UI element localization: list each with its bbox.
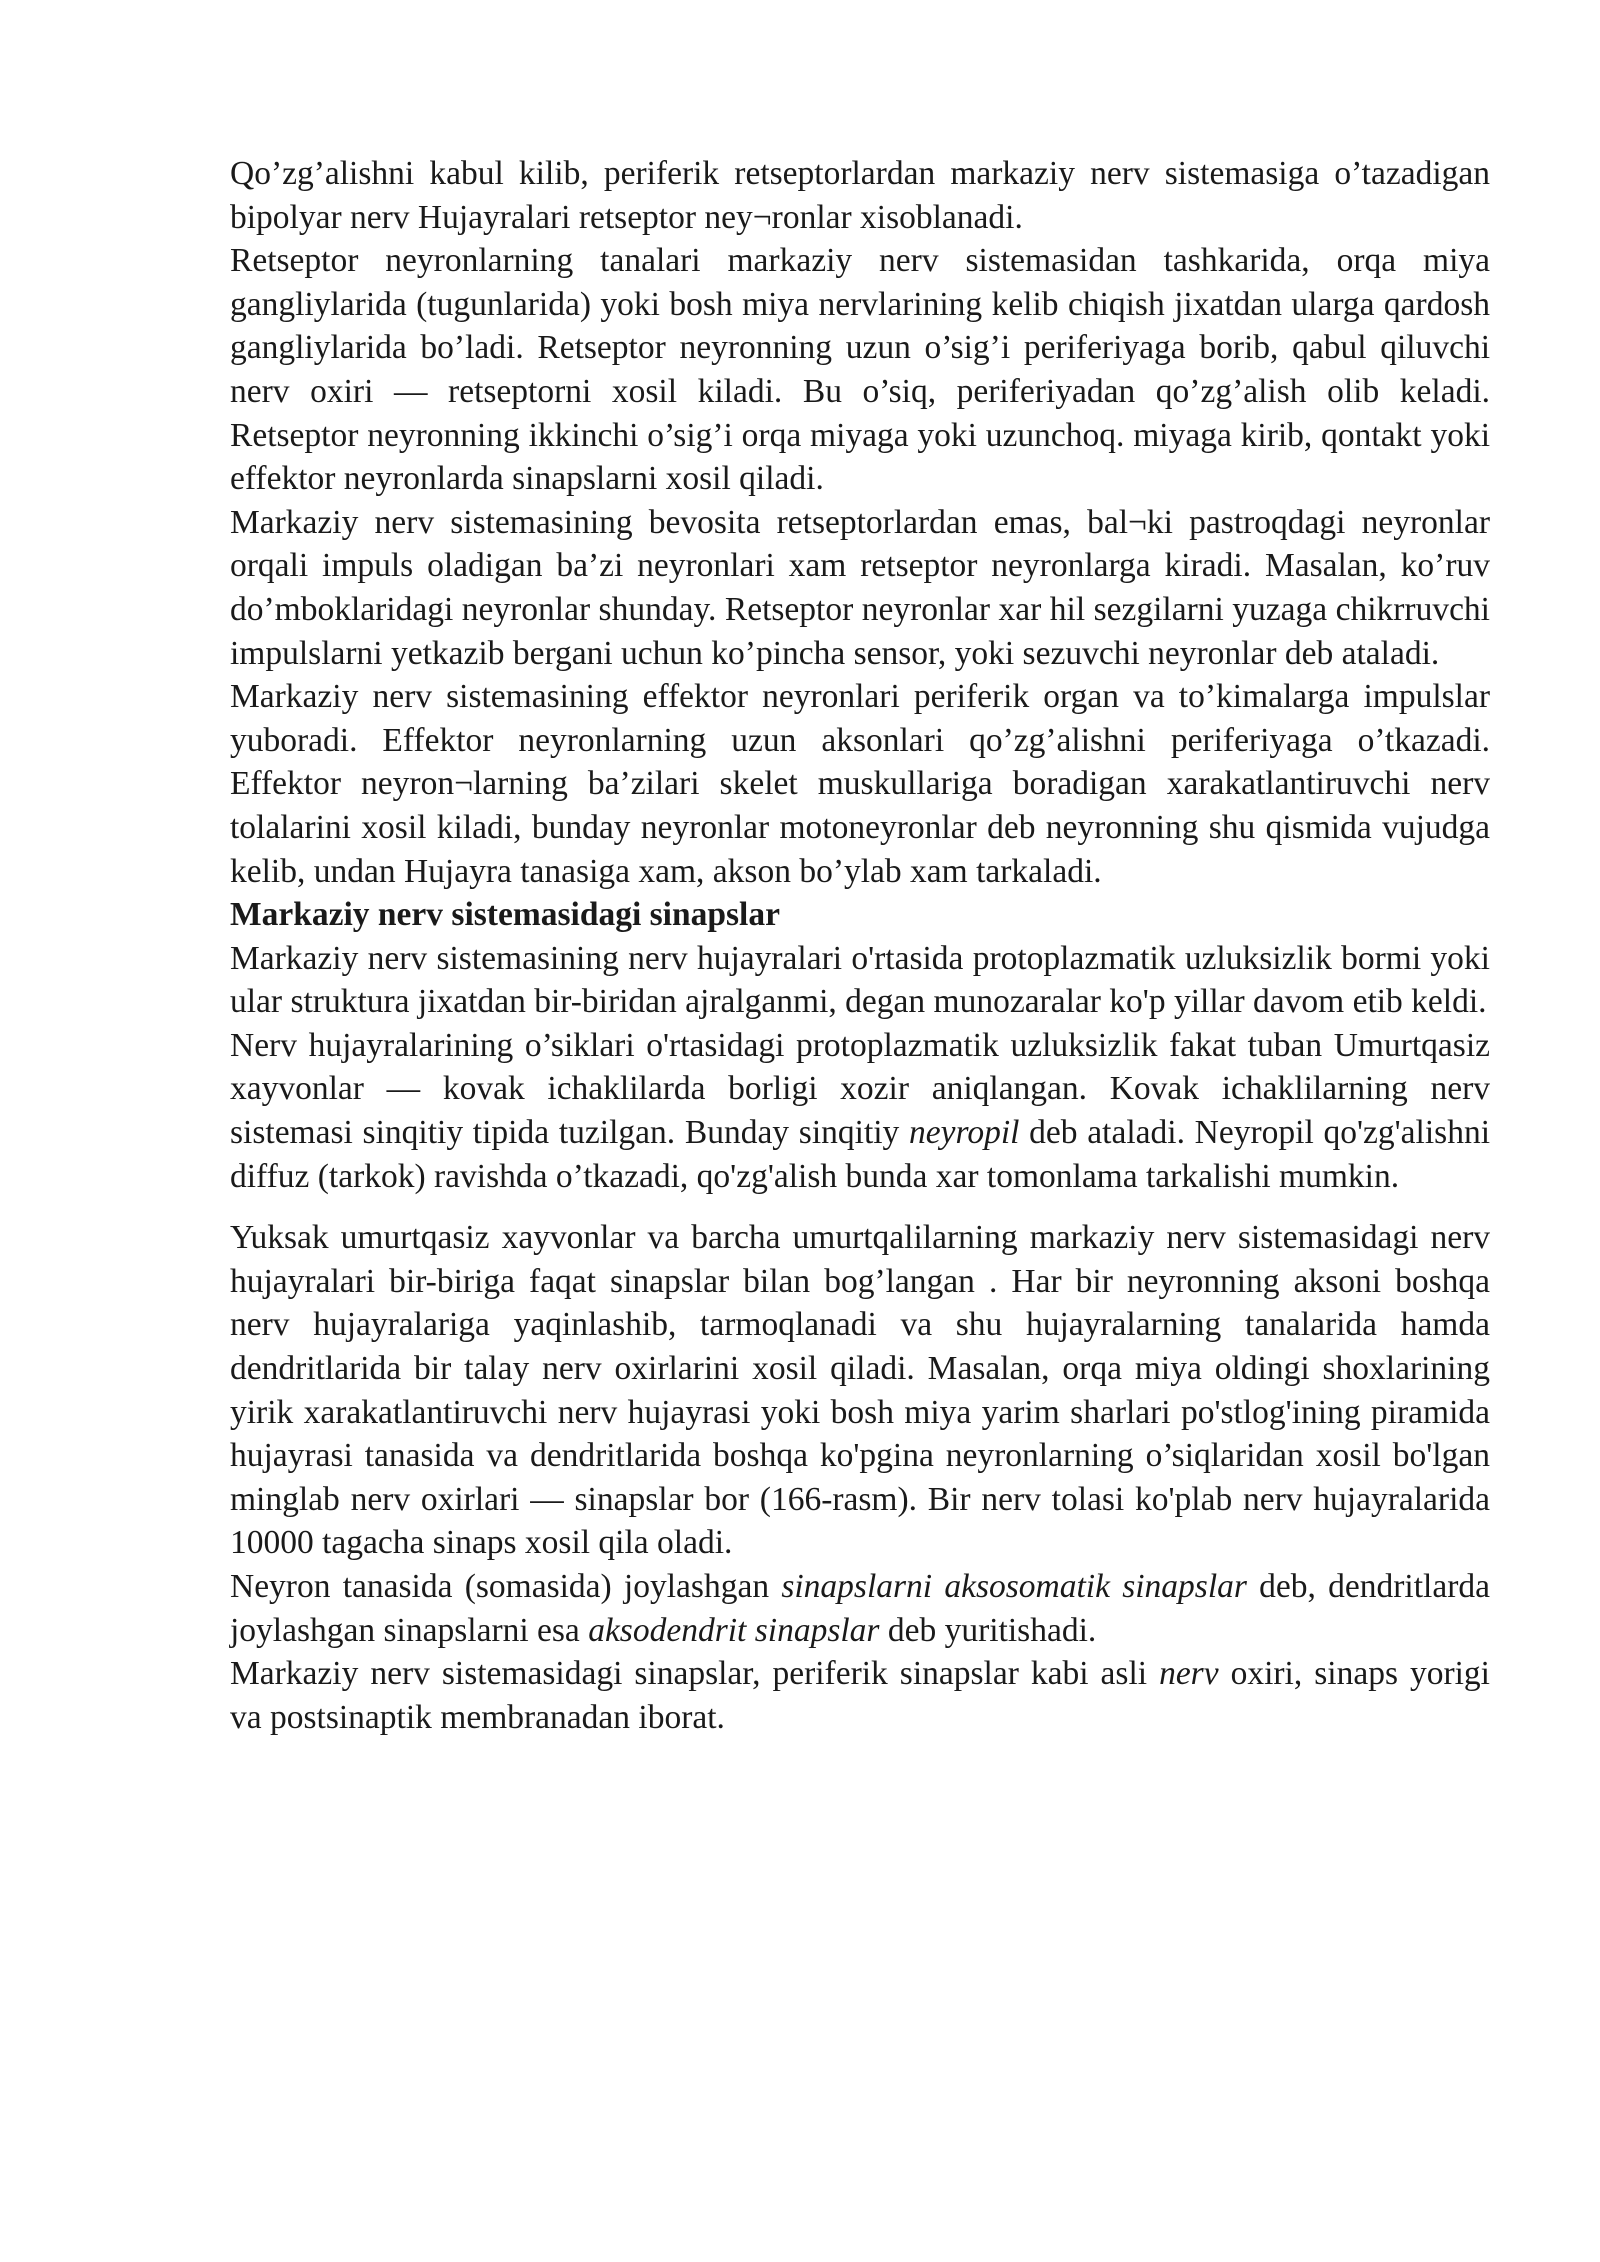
paragraph-effector-neurons: Markaziy nerv sistemasining effektor neyronlari periferik organ va to’kimalarga impulslar yuboradi. Effektor neyronlarning uzun aksonlari qo’zg’alishni periferiyaga o’tkazadi. Effektor neyron¬larning ba’zilari skelet muskullariga boradigan xarakatlantiruvchi nerv tolalarini xosil kiladi, bunday neyronlar motoneyronlar deb neyronning shu qismida vujudga kelib, undan Hujayra tanasiga xam, akson bo’ylab xam tarkaladi. (230, 678, 1490, 890)
paragraph-synapse-debate: Markaziy nerv sistemasining nerv hujayralari o'rtasida protoplazmatik uzluksizlik bormi yoki ular struktura jixatdan bir-biridan ajralganmi, degan munozaralar ko'p yillar davom etib keldi. (230, 939, 1490, 1021)
paragraph-synapse-structure (230, 1652, 1490, 1739)
italic-term-neyropil: neyropil (909, 1114, 1020, 1152)
text-run: oxiri, sinaps yorigi va postsinaptik membranadan iborat. (230, 1655, 1490, 1736)
text-run: deb yuritishadi. (879, 1611, 1097, 1649)
text-run: Neyron tanasida (somasida) joylashgan (230, 1568, 782, 1605)
section-heading: Markaziy nerv sistemasidagi sinapslar (230, 896, 780, 934)
paragraph-synapse-types (230, 1565, 1490, 1652)
paragraph-receptor-neuron-bodies: Retseptor neyronlarning tanalari markaziy nerv sistemasidan tashkarida, orqa miya gangliylarida (tugunlarida) yoki bosh miya nervlarining kelib chiqish jixatdan ularga qardosh gangliylarida bo’ladi. Retseptor neyronning uzun o’sig’i periferiyaga borib, qabul qiluvchi nerv oxiri — retseptorni xosil kiladi. Bu o’siq, periferiyadan qo’zg’alish olib keladi. Retseptor neyronning ikkinchi o’sig’i orqa miyaga yoki uzunchoq. miyaga kirib, qontakt yoki effektor neyronlarda sinapslarni xosil qiladi. (230, 242, 1490, 498)
paragraph-receptor-neurons-sensory: Markaziy nerv sistemasining bevosita retseptorlardan emas, bal¬ki pastroqdagi neyronlar orqali impuls oladigan ba’zi neyronlari xam retseptor neyronlarga kiradi. Masalan, ko’ruv do’mboklaridagi neyronlar shunday. Retseptor neyronlar xar hil sezgilarni yuzaga chikrruvchi impulslarni yetkazib bergani uchun ko’pincha sensor, yoki sezuvchi neyronlar deb ataladi. (230, 503, 1490, 672)
text-run: Nerv hujayralarining o’siklari o'rtasidagi protoplazmatik uzluksizlik fakat tuban Umurtqasiz xayvonlar — kovak ichaklilarda borligi xozir aniqlangan. Kovak ichaklilarning nerv sistemasi sinqitiy tipida tuzilgan. Bunday sinqitiy (230, 1026, 1490, 1152)
text-run: deb ataladi. Neyropil qo'zg'alishni diffuz (tarkok) ravishda o’tkazadi, qo'zg'alish bunda xar tomonlama tarkalishi mumkin. (230, 1114, 1491, 1195)
document-page (230, 152, 1490, 1739)
text-run: Markaziy nerv sistemasidagi sinapslar, periferik sinapslar kabi asli (230, 1655, 1160, 1693)
text-run: deb, dendritlarda joylashgan sinapslarni esa (230, 1568, 1490, 1649)
paragraph-receptor-neurons-intro: Qo’zg’alishni kabul kilib, periferik retseptorlardan markaziy nerv sistemasiga o’tazadigan bipolyar nerv Hujayralari retseptor ney¬ronlar xisoblanadi. (230, 155, 1490, 236)
paragraph-synaptic-connections: Yuksak umurtqasiz xayvonlar va barcha umurtqalilarning markaziy nerv sistemasidagi nerv hujayralari bir-biriga faqat sinapslar bilan bog’langan . Har bir neyronning aksoni boshqa nerv hujayralariga yaqinlashib, tarmoqlanadi va shu hujayralarning tanalarida hamda dendritlarida bir talay nerv oxirlarini xosil qiladi. Masalan, orqa miya oldingi shoxlarining yirik xarakatlantiruvchi nerv hujayrasi yoki bosh miya yarim sharlari po'stlog'ining piramida hujayrasi tanasida va dendritlarida boshqa ko'pgina neyronlarning o’siqlaridan xosil bo'lgan minglab nerv oxirlari — sinapslar bor (166-rasm). Bir nerv tolasi ko'plab nerv hujayralarida 10000 tagacha sinaps xosil qila oladi. (230, 1219, 1490, 1562)
italic-term-axodendritic: aksodendrit sinapslar (588, 1611, 880, 1649)
paragraph-neuropil (230, 1024, 1490, 1198)
italic-term-axosomatic: sinapslarni aksosomatik sinapslar (781, 1568, 1247, 1605)
italic-term-nerv: nerv (1159, 1655, 1219, 1693)
